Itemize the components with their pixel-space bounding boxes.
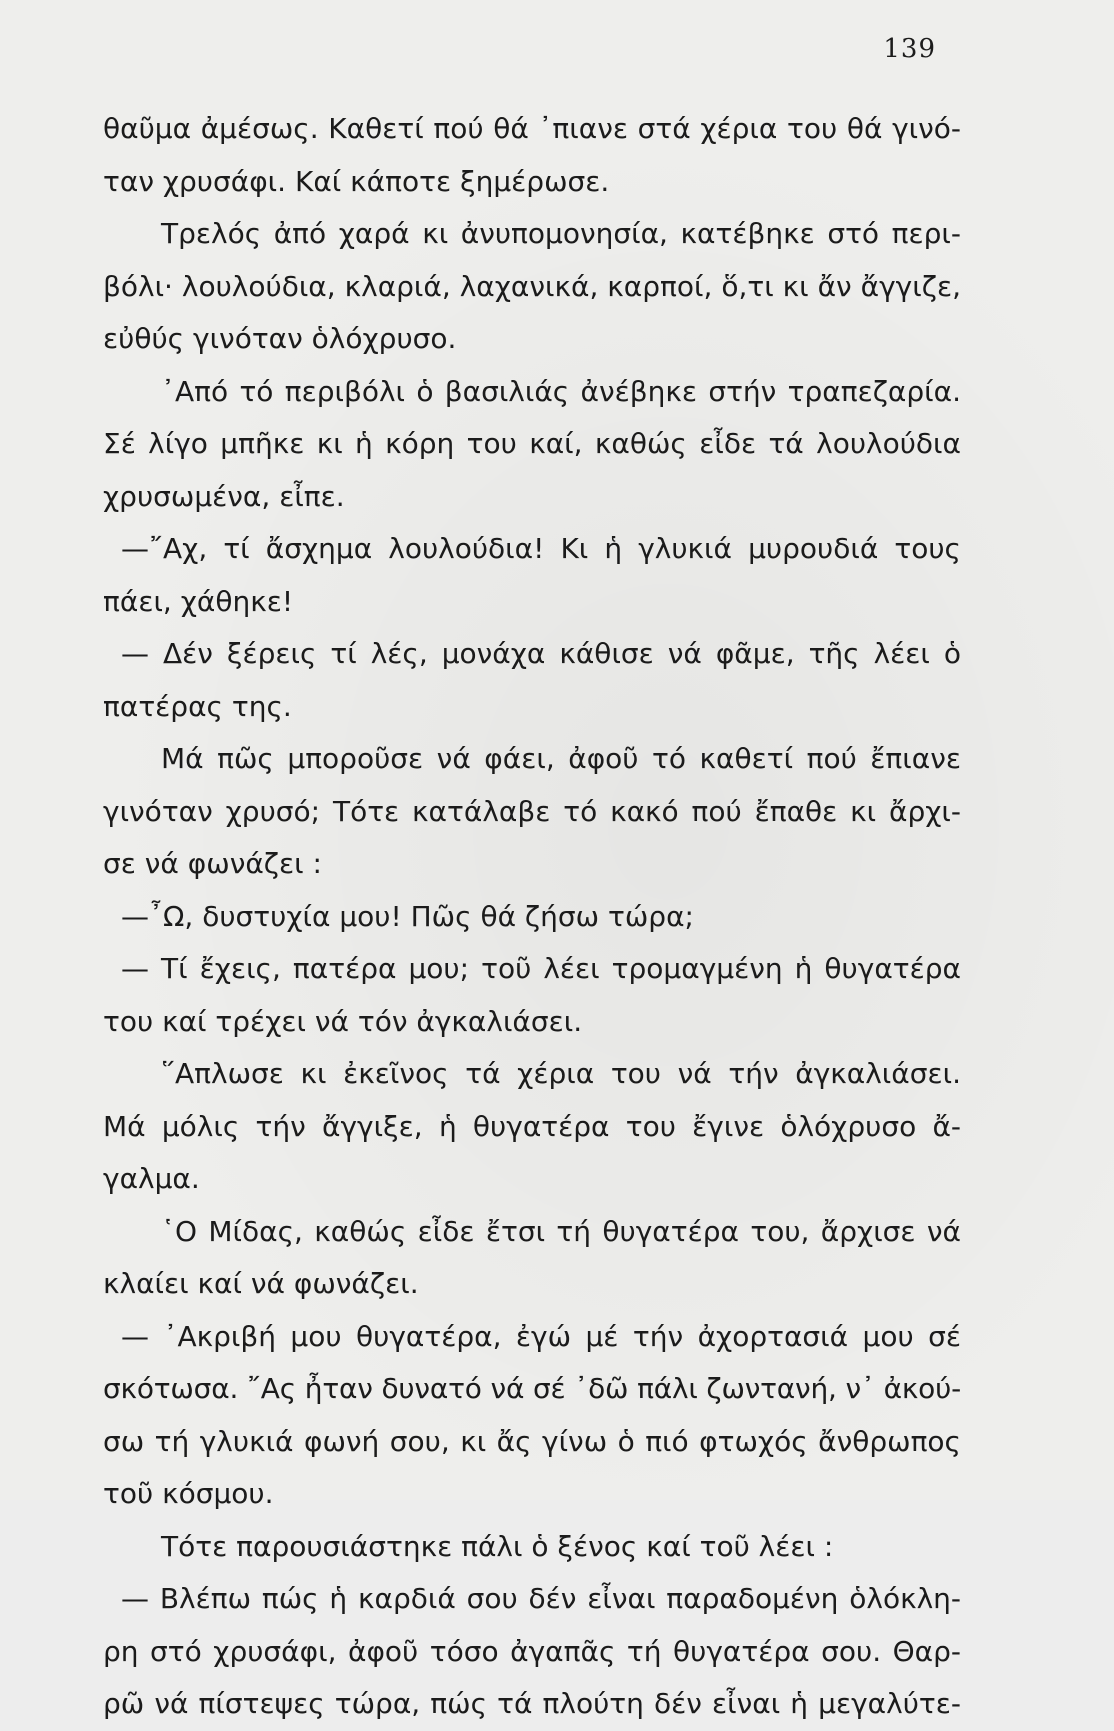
text-line: ῞Απλωσε κι ἐκεῖνος τά χέρια του νά τήν ἀγκαλιάσει. bbox=[161, 1057, 961, 1090]
text-line: θαῦμα ἀμέσως. Καθετί πού θά ᾿πιανε στά χέρια του θά γινό- bbox=[103, 112, 961, 145]
text-line: σε νά φωνάζει : bbox=[103, 847, 322, 880]
text-line: — Δέν ξέρεις τί λές, μονάχα κάθισε νά φᾶμε, τῆς λέει ὁ bbox=[121, 637, 961, 670]
text-line: κλαίει καί νά φωνάζει. bbox=[103, 1267, 419, 1300]
text-line: πάει, χάθηκε! bbox=[103, 584, 294, 618]
text-line: — ᾿Ακριβή μου θυγατέρα, ἐγώ μέ τήν ἀχορτασιά μου σέ bbox=[121, 1319, 961, 1353]
text-line: ρη στό χρυσάφι, ἀφοῦ τόσο ἀγαπᾶς τή θυγατέρα σου. Θαρ- bbox=[103, 1634, 961, 1668]
text-line: σκότωσα. ῎Ας ἦταν δυνατό νά σέ ᾿δῶ πάλι ζωντανή, ν᾿ ἀκού- bbox=[103, 1372, 961, 1405]
text-line: Μά μόλις τήν ἄγγιξε, ἡ θυγατέρα του ἔγινε ὁλόχρυσο ἄ- bbox=[103, 1109, 961, 1143]
text-line: ρῶ νά πίστεψες τώρα, πώς τά πλούτη δέν εἶναι ἡ μεγαλύτε- bbox=[103, 1687, 961, 1720]
text-line: εὐθύς γινόταν ὁλόχρυσο. bbox=[103, 322, 457, 355]
text-line: — Τί ἔχεις, πατέρα μου; τοῦ λέει τρομαγμένη ἡ θυγατέρα bbox=[121, 952, 961, 985]
text-line: τοῦ κόσμου. bbox=[103, 1477, 274, 1510]
text-line: —῎Αχ, τί ἄσχημα λουλούδια! Κι ἡ γλυκιά μυρουδιά τους bbox=[121, 532, 961, 565]
text-line: γαλμα. bbox=[103, 1162, 200, 1195]
text-line: ᾿Από τό περιβόλι ὁ βασιλιάς ἀνέβηκε στήν τραπεζαρία. bbox=[161, 374, 961, 408]
text-line: Τρελός ἀπό χαρά κι ἀνυπομονησία, κατέβηκε στό περι- bbox=[161, 217, 961, 250]
body-text bbox=[103, 103, 961, 1731]
text-line: ῾Ο Μίδας, καθώς εἶδε ἔτσι τή θυγατέρα του, ἄρχισε νά bbox=[161, 1214, 961, 1248]
text-line: βόλι· λουλούδια, κλαριά, λαχανικά, καρποί, ὅ,τι κι ἄν ἄγγιζε, bbox=[103, 269, 961, 303]
text-line: ταν χρυσάφι. Καί κάποτε ξημέρωσε. bbox=[103, 164, 610, 198]
text-line: —῏Ω, δυστυχία μου! Πῶς θά ζήσω τώρα; bbox=[121, 899, 694, 933]
text-line: σω τή γλυκιά φωνή σου, κι ἄς γίνω ὁ πιό φτωχός ἄνθρωπος bbox=[103, 1424, 961, 1458]
page-number: 139 bbox=[883, 34, 936, 64]
text-line: γινόταν χρυσό; Τότε κατάλαβε τό κακό πού ἔπαθε κι ἄρχι- bbox=[103, 794, 961, 828]
text-line: χρυσωμένα, εἶπε. bbox=[103, 479, 345, 513]
text-line: πατέρας της. bbox=[103, 689, 292, 723]
text-line: Τότε παρουσιάστηκε πάλι ὁ ξένος καί τοῦ λέει : bbox=[161, 1529, 834, 1563]
text-line: του καί τρέχει νά τόν ἀγκαλιάσει. bbox=[103, 1004, 583, 1038]
text-line: Σέ λίγο μπῆκε κι ἡ κόρη του καί, καθώς εἶδε τά λουλούδια bbox=[103, 427, 961, 460]
text-line: — Βλέπω πώς ἡ καρδιά σου δέν εἶναι παραδομένη ὁλόκλη- bbox=[121, 1582, 961, 1615]
text-line: Μά πῶς μποροῦσε νά φάει, ἀφοῦ τό καθετί πού ἔπιανε bbox=[161, 742, 961, 775]
